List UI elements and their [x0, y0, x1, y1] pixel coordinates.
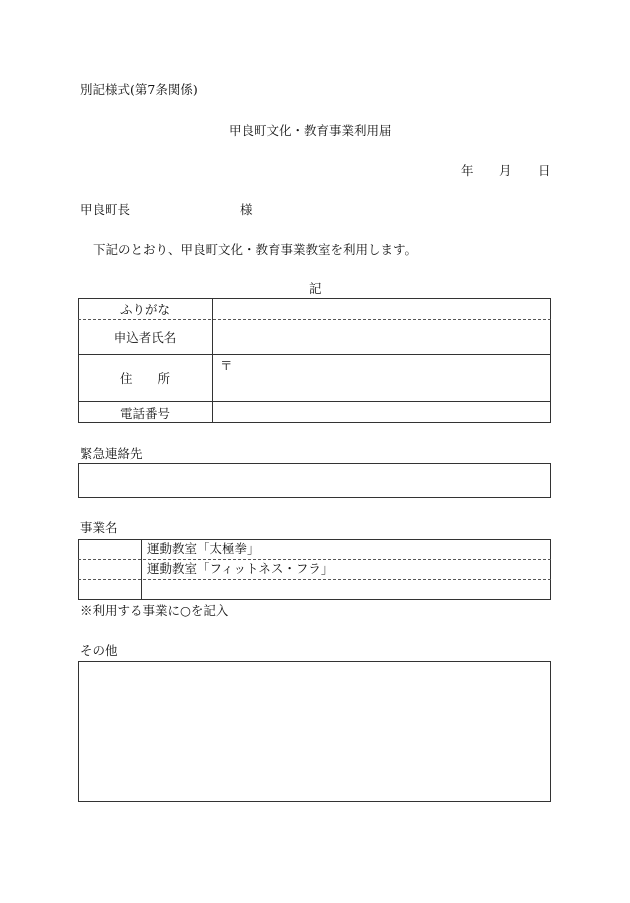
address-label: 住 所 — [119, 371, 170, 386]
other-label: その他 — [80, 643, 118, 658]
address-field[interactable] — [213, 355, 550, 401]
honorific: 様 — [240, 202, 253, 217]
program-row-separator — [78, 559, 551, 560]
form-reference: 別記様式(第7条関係) — [80, 82, 198, 97]
emergency-contact-field[interactable] — [78, 463, 551, 498]
program-check-cell[interactable] — [79, 540, 141, 559]
program-name-field[interactable] — [142, 580, 550, 599]
addressee: 甲良町長 — [80, 202, 131, 217]
program-check-cell[interactable] — [79, 560, 141, 579]
postal-mark: 〒 — [220, 358, 233, 373]
intro-text: 下記のとおり、甲良町文化・教育事業教室を利用します。 — [93, 242, 418, 257]
applicant-name-field[interactable] — [213, 320, 550, 354]
furigana-field[interactable] — [213, 299, 550, 319]
furigana-label: ふりがな — [119, 301, 170, 317]
program-name: 運動教室「フィットネス・フラ」 — [147, 561, 334, 576]
phone-label: 電話番号 — [119, 405, 170, 421]
program-note: ※利用する事業に○を記入 — [80, 603, 229, 618]
date-day-label: 日 — [538, 163, 551, 178]
program-section-label: 事業名 — [80, 520, 118, 535]
program-name: 運動教室「太極拳」 — [147, 541, 260, 556]
other-field[interactable] — [78, 661, 551, 802]
date-month-label: 月 — [499, 163, 512, 178]
applicant-name-label: 申込者氏名 — [113, 330, 177, 345]
emergency-contact-label: 緊急連絡先 — [80, 446, 143, 461]
phone-field[interactable] — [213, 402, 550, 423]
ki-label: 記 — [309, 281, 322, 296]
form-title: 甲良町文化・教育事業利用届 — [229, 123, 392, 138]
program-check-cell[interactable] — [79, 580, 141, 599]
date-year-label: 年 — [461, 163, 474, 178]
